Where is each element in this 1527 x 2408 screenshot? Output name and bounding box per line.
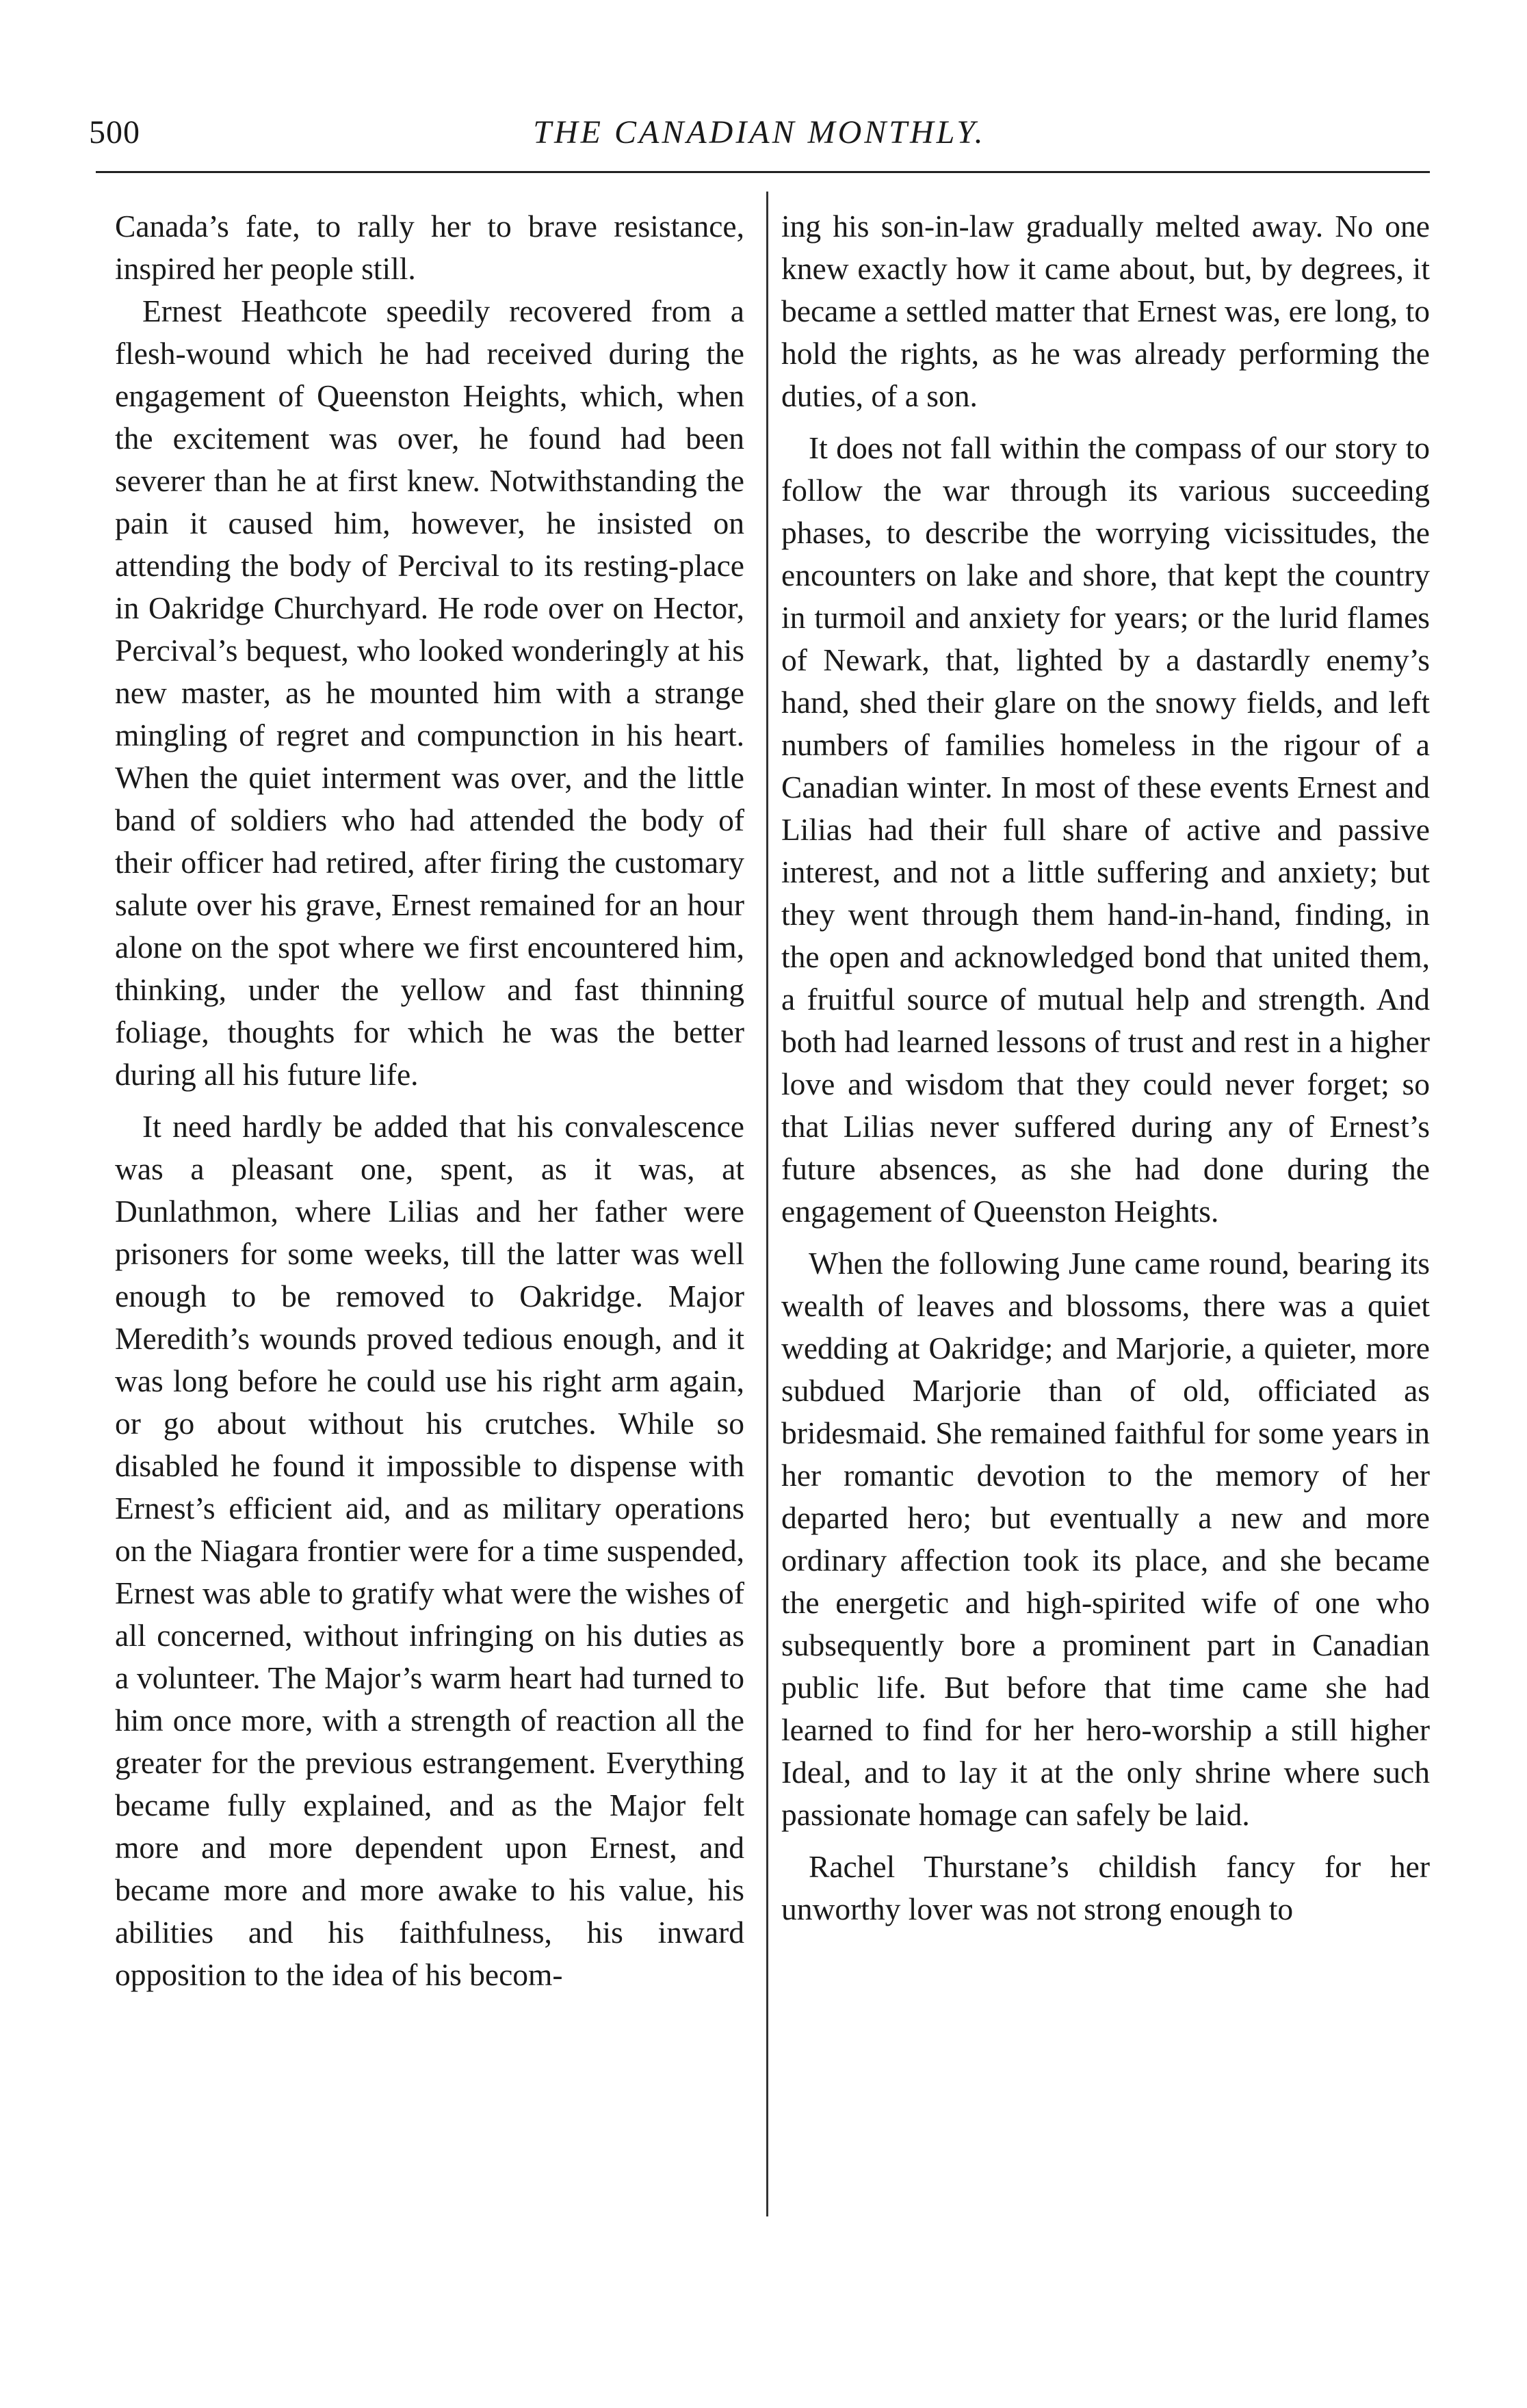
paragraph: It need hardly be added that his convalescence was a pleasant one, spent, as it was, at Dunlathmon, where Lilias and her father were prisoners for some weeks, till the latter was well enough to be removed to Oakridge. Major Meredith’s wounds proved tedious enough, and it was long before he could use his right arm again, or go about without his crutches. While so disabled he found it impossible to dispense with Ernest’s efficient aid, and as military operations on the Niagara frontier were for a time suspended, Ernest was able to gratify what were the wishes of all concerned, without infringing on his duties as a volunteer. The Major’s warm heart had turned to him once more, with a strength of reaction all the greater for the previous estrangement. Everything became fully explained, and as the Major felt more and more dependent upon Ernest, and became more and more awake to his value, his abilities and his faithfulness, his inward opposition to the idea of his becom-	[115, 1109, 744, 1992]
paragraph: When the following June came round, bearing its wealth of leaves and blossoms, there was a quiet wedding at Oakridge; and Marjorie, a quieter, more subdued Marjorie than of old, officiated as bridesmaid. She remained faithful for some years in her romantic devotion to the memory of her departed hero; but eventually a new and more ordinary affection took its place, and she became the energetic and high-spirited wife of one who subsequently bore a prominent part in Canadian public life. But before that time came she had learned to find for her hero-worship a still higher Ideal, and to lay it at the only shrine where such passionate homage can safely be laid.	[781, 1246, 1430, 1832]
paragraph: It does not fall within the compass of our story to follow the war through its various succeeding phases, to describe the worrying vicissitudes, the encounters on lake and shore, that kept the country in turmoil and anxiety for years; or the lurid flames of Newark, that, lighted by a dastardly enemy’s hand, shed their glare on the snowy fields, and left numbers of families homeless in the rigour of a Canadian winter. In most of these events Ernest and Lilias had their full share of active and passive interest, and not a little suffering and anxiety; but they went through them hand-in-hand, finding, in the open and acknowledged bond that united them, a fruitful source of mutual help and strength. And both had learned lessons of trust and rest in a higher love and wisdom that they could never forget; so that Lilias never suffered during any of Ernest’s future absences, as she had done during the engagement of Queenston Heights.	[781, 430, 1430, 1229]
right-column	[781, 205, 1430, 1931]
running-title: THE CANADIAN MONTHLY.	[533, 114, 986, 150]
page-header	[89, 109, 1430, 164]
header-rule	[96, 171, 1430, 173]
page-number: 500	[89, 114, 140, 150]
paragraph: Ernest Heathcote speedily recovered from a flesh-wound which he had received during the engagement of Queenston Heights, which, when the excitement was over, he found had been severer than he at first knew. Notwithstanding the pain it caused him, however, he insisted on attending the body of Percival to its resting-place in Oakridge Churchyard. He rode over on Hector, Percival’s bequest, who looked wonderingly at his new master, as he mounted him with a strange mingling of regret and compunction in his heart. When the quiet interment was over, and the little band of soldiers who had attended the body of their officer had retired, after firing the customary salute over his grave, Ernest remained for an hour alone on the spot where we first encountered him, thinking, under the yellow and fast thinning foliage, thoughts for which he was the better during all his future life.	[115, 293, 744, 1092]
paragraph: ing his son-in-law gradually melted away. No one knew exactly how it came about, but, by degrees, it became a settled matter that Ernest was, ere long, to hold the rights, as he was already performing the duties, of a son.	[781, 209, 1430, 413]
paragraph: Rachel Thurstane’s childish fancy for her unworthy lover was not strong enough to	[781, 1849, 1430, 1926]
paragraph: Canada’s fate, to rally her to brave resistance, inspired her people still.	[115, 209, 744, 286]
left-column	[115, 205, 744, 1996]
column-divider	[766, 192, 768, 2216]
